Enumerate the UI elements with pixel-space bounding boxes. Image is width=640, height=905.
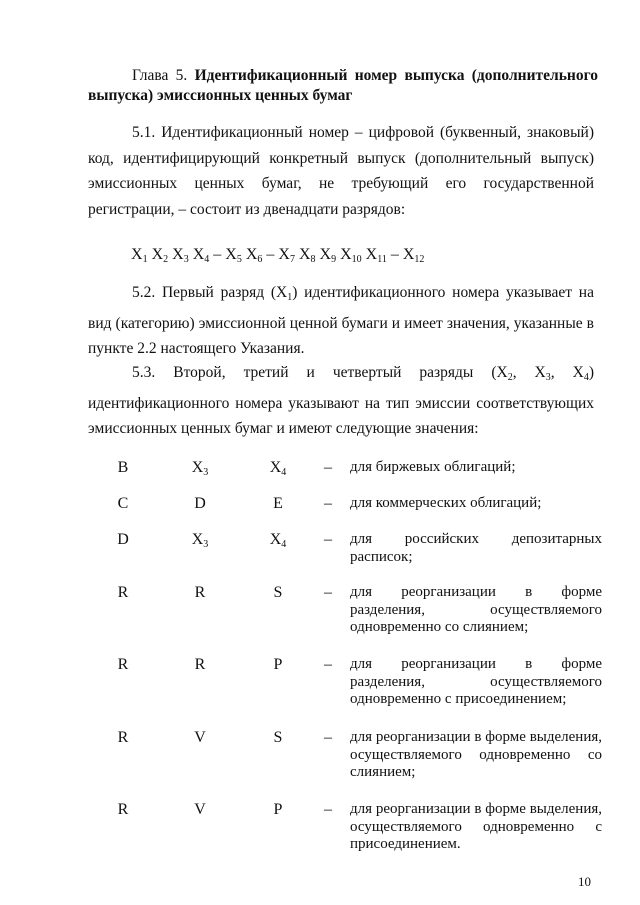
formula-separator: – <box>209 246 226 263</box>
code-digit-2 <box>103 459 143 477</box>
code-digit-3 <box>180 729 220 747</box>
formula-digit: X <box>151 246 164 263</box>
code-digit-4 <box>258 729 298 747</box>
code-digit-3 <box>180 531 220 554</box>
code-digit-3-letter: X <box>191 531 204 548</box>
code-digit-2-letter: R <box>117 656 129 673</box>
formula-digit-index: 2 <box>163 254 169 265</box>
paragraph-5-1: 5.1. Идентификационный номер – цифровой (буквенный, знаковый) код, идентифицирующий конкретный выпуск (дополнительный выпуск) эмиссионных ценных бумаг, не требующий его государственной регистрации, – состоит из двенадцати разрядов: <box>88 124 594 218</box>
code-digit-2 <box>103 801 143 819</box>
formula-digit: X <box>245 246 258 263</box>
code-digit-4-letter: X <box>269 531 282 548</box>
code-dash: – <box>324 531 332 548</box>
identifier-formula <box>131 244 424 271</box>
code-description: для реорганизации в форме разделения, осуществляемого одновременно с присоединением; <box>350 656 602 707</box>
code-digit-4-letter: S <box>273 584 283 601</box>
formula-digit-index: 12 <box>414 254 425 265</box>
code-description: для российских депозитарных расписок; <box>350 531 602 565</box>
code-digit-4-letter: E <box>273 495 283 512</box>
code-digit-4 <box>258 531 298 554</box>
code-digit-3-letter: R <box>194 656 206 673</box>
code-digit-2 <box>103 729 143 747</box>
code-digit-3-letter: D <box>194 495 206 512</box>
formula-digit: X <box>298 246 311 263</box>
code-description: для биржевых облигаций; <box>350 459 516 475</box>
p52-subscript: 1 <box>287 292 293 303</box>
code-digit-2-letter: B <box>117 459 129 476</box>
code-digit-3 <box>180 459 220 482</box>
formula-digit-index: 1 <box>142 254 148 265</box>
code-dash: – <box>324 729 332 746</box>
code-digit-4-index: 4 <box>281 467 287 478</box>
code-digit-3 <box>180 656 220 674</box>
code-digit-2-letter: D <box>117 531 129 548</box>
code-digit-2-letter: R <box>117 729 129 746</box>
p52-text-after: ) идентификационного номера указывает на вид (категорию) эмиссионной ценной бумаги и имеет значения, указанные в пункте 2.2 настоящего Указания. <box>88 284 594 357</box>
code-digit-2 <box>103 584 143 602</box>
formula-digit-index: 10 <box>351 254 362 265</box>
code-dash: – <box>324 584 332 601</box>
formula-digit-index: 9 <box>331 254 337 265</box>
page-number: 10 <box>578 874 591 889</box>
formula-digit: X <box>365 246 378 263</box>
code-digit-4 <box>258 584 298 602</box>
formula-digit: X <box>319 246 332 263</box>
code-description: для коммерческих облигаций; <box>350 495 542 511</box>
formula-digit: X <box>278 246 290 263</box>
code-digit-4 <box>258 801 298 819</box>
code-digit-4-letter: X <box>269 459 282 476</box>
formula-digit: X <box>172 246 184 263</box>
formula-digit: X <box>192 246 205 263</box>
code-digit-4 <box>258 656 298 674</box>
code-digit-3-letter: R <box>194 584 206 601</box>
code-digit-3-letter: X <box>191 459 204 476</box>
code-digit-3 <box>180 801 220 819</box>
chapter-prefix: Глава 5. <box>132 67 195 84</box>
paragraph-5-3 <box>88 360 594 442</box>
p53-sub-2: 3 <box>545 372 551 383</box>
paragraph-5-2 <box>88 280 594 362</box>
formula-digit-index: 8 <box>310 254 316 265</box>
formula-digit-index: 4 <box>204 254 210 265</box>
formula-digit-index: 6 <box>257 254 263 265</box>
code-digit-4-letter: P <box>273 656 283 673</box>
code-digit-3-letter: V <box>194 801 206 818</box>
p52-text-before: 5.2. Первый разряд (X <box>132 284 288 301</box>
code-digit-4 <box>258 495 298 513</box>
code-digit-3 <box>180 495 220 513</box>
code-digit-3-index: 3 <box>203 539 209 550</box>
formula-separator: – <box>386 246 403 263</box>
p53-text-2: , X <box>512 364 546 381</box>
code-digit-2-letter: R <box>117 584 129 601</box>
code-digit-3 <box>180 584 220 602</box>
formula-digit-index: 5 <box>236 254 242 265</box>
p53-sub-3: 4 <box>583 372 589 383</box>
code-dash: – <box>324 801 332 818</box>
p53-text-3: , X <box>550 364 584 381</box>
code-digit-2 <box>103 531 143 549</box>
code-description: для реорганизации в форме разделения, осуществляемого одновременно со слиянием; <box>350 584 602 635</box>
code-dash: – <box>324 656 332 673</box>
code-digit-3-index: 3 <box>203 467 209 478</box>
p53-text-1: 5.3. Второй, третий и четвертый разряды (X <box>132 364 508 381</box>
code-digit-2 <box>103 495 143 513</box>
formula-digit-index: 11 <box>377 254 387 265</box>
p53-text-4: ) идентификационного номера указывают на тип эмиссии соответствующих эмиссионных ценных бумаг и имеют следующие значения: <box>88 364 595 437</box>
code-digit-4-letter: S <box>273 729 283 746</box>
code-digit-2-letter: C <box>117 495 129 512</box>
formula-digit-index: 7 <box>289 254 295 265</box>
formula-digit: X <box>225 246 237 263</box>
code-digit-4 <box>258 459 298 482</box>
code-digit-4-letter: P <box>273 801 283 818</box>
formula-digit: X <box>131 246 143 263</box>
code-dash: – <box>324 495 332 512</box>
code-digit-4-index: 4 <box>281 539 287 550</box>
code-digit-3-letter: V <box>194 729 206 746</box>
code-digit-2-letter: R <box>117 801 129 818</box>
code-dash: – <box>324 459 332 476</box>
code-description: для реорганизации в форме выделения, осуществляемого одновременно со слиянием; <box>350 729 602 780</box>
formula-digit: X <box>402 246 415 263</box>
formula-digit: X <box>340 246 352 263</box>
chapter-heading <box>88 66 598 106</box>
p53-sub-1: 2 <box>507 372 513 383</box>
code-description: для реорганизации в форме выделения, осуществляемого одновременно с присоединением. <box>350 801 602 852</box>
formula-digit-index: 3 <box>183 254 189 265</box>
code-digit-2 <box>103 656 143 674</box>
chapter-title: Идентификационный номер выпуска (дополнительного выпуска) эмиссионных ценных бумаг <box>88 67 598 104</box>
formula-separator: – <box>262 246 279 263</box>
